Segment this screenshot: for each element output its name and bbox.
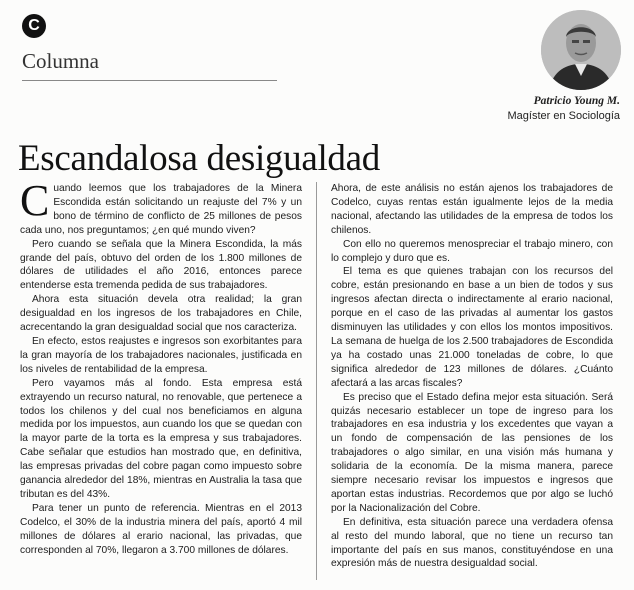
- article-paragraph: Para tener un punto de referencia. Mientras en el 2013 Codelco, el 30% de la industria minera del país, aportó 4 mil millones de dólares al erario nacional, las privadas, que corresponden al 70%, llegaron a 3.700 millones de dólares.: [20, 502, 302, 556]
- article-paragraph: En efecto, estos reajustes e ingresos son exorbitantes para la gran mayoría de los trabajadores nacionales, justificada en los niveles de rentabilidad de la empresa.: [20, 335, 302, 375]
- drop-cap: C: [20, 176, 50, 225]
- section-label: Columna: [22, 49, 99, 73]
- paragraph-text: uando leemos que los trabajadores de la Minera Escondida están solicitando un reajuste del 7% y un bono de término de conflicto de 25 millones de pesos cada uno, nos preguntamos; ¿en qué mundo viven?: [20, 183, 302, 236]
- author-name: Patricio Young M.: [533, 95, 620, 107]
- author-photo: [541, 10, 621, 90]
- article-paragraph: El tema es que quienes trabajan con los recursos del cobre, están presionando en base a un bien de todos y sus ingresos afectan directa o indirectamente al erario nacional, porque en el caso de las privadas al aumentar los gastos disminuyen las utilidades y con ellos los montos impositivos. La semana de huelga de los 2.500 trabajadores de Escondida ya ha costado unas 21.000 toneladas de cobre, lo que significa alrededor de 123 millones de dólares. ¿Cuánto afectará a las arcas fiscales?: [331, 266, 613, 389]
- header-divider: [22, 80, 277, 81]
- article-paragraph: Es preciso que el Estado defina mejor esta situación. Será quizás necesario establecer un tope de ingreso para los trabajadores en esa industria y los excedentes que vayan a un fondo de compensación de las pensiones de los trabajadores o algo similar, en una visión más humana y solidaria de la economía. De la misma manera, parece siempre necesario revisar los impuestos e ingresos que aportan estas industrias. Recordemos que por algo se luchó por la Nacionalización del Cobre.: [331, 391, 613, 514]
- article-paragraph: Con ello no queremos menospreciar el trabajo minero, con lo complejo y duro que es.: [331, 238, 613, 264]
- article-paragraph: Ahora esta situación devela otra realidad; la gran desigualdad en los ingresos de los trabajadores en Chile, acrecentando la gran desigualdad social que nos caracteriza.: [20, 294, 302, 334]
- article-paragraph: [20, 176, 302, 238]
- article-paragraph: Pero vayamos más al fondo. Esta empresa está extrayendo un recurso natural, no renovable, que pertenece a todos los chilenos y del cual nos beneficiamos en alguna medida por los impuestos, aun cuando los que se quedan con la mayor parte de la torta es la empresa y sus trabajadores. Cabe señalar que estudios han mostrado que, en definitiva, las empresas privadas del cobre pagan como impuesto sobre ganancia alrededor del 18%, mientras en Australia la tasa que tributan es del 43%.: [20, 377, 302, 500]
- column-divider: [316, 182, 317, 580]
- article-column-left: [20, 176, 302, 557]
- article-paragraph: Pero cuando se señala que la Minera Escondida, la más grande del país, obtuvo del orden de los 1.800 millones de dólares de utilidades el año 2016, entonces parece entenderse esta tremenda pedida de sus trabajadores.: [20, 238, 302, 292]
- article-headline: Escandalosa desigualdad: [18, 138, 380, 179]
- author-title: Magíster en Sociología: [507, 110, 620, 122]
- article-paragraph: Ahora, de este análisis no están ajenos los trabajadores de Codelco, cuyas rentas están igualmente lejos de la media nacional, afectando las utilidades de la empresa de todos los chilenos.: [331, 183, 613, 236]
- article-paragraph: En definitiva, esta situación parece una verdadera ofensa al resto del mundo laboral, que no tiene un recurso tan importante del país en sus manos, constituyéndose en una expresión más de nuestra desigualdad social.: [331, 516, 613, 570]
- article-column-right: [331, 182, 613, 571]
- column-logo-icon: C: [22, 14, 46, 38]
